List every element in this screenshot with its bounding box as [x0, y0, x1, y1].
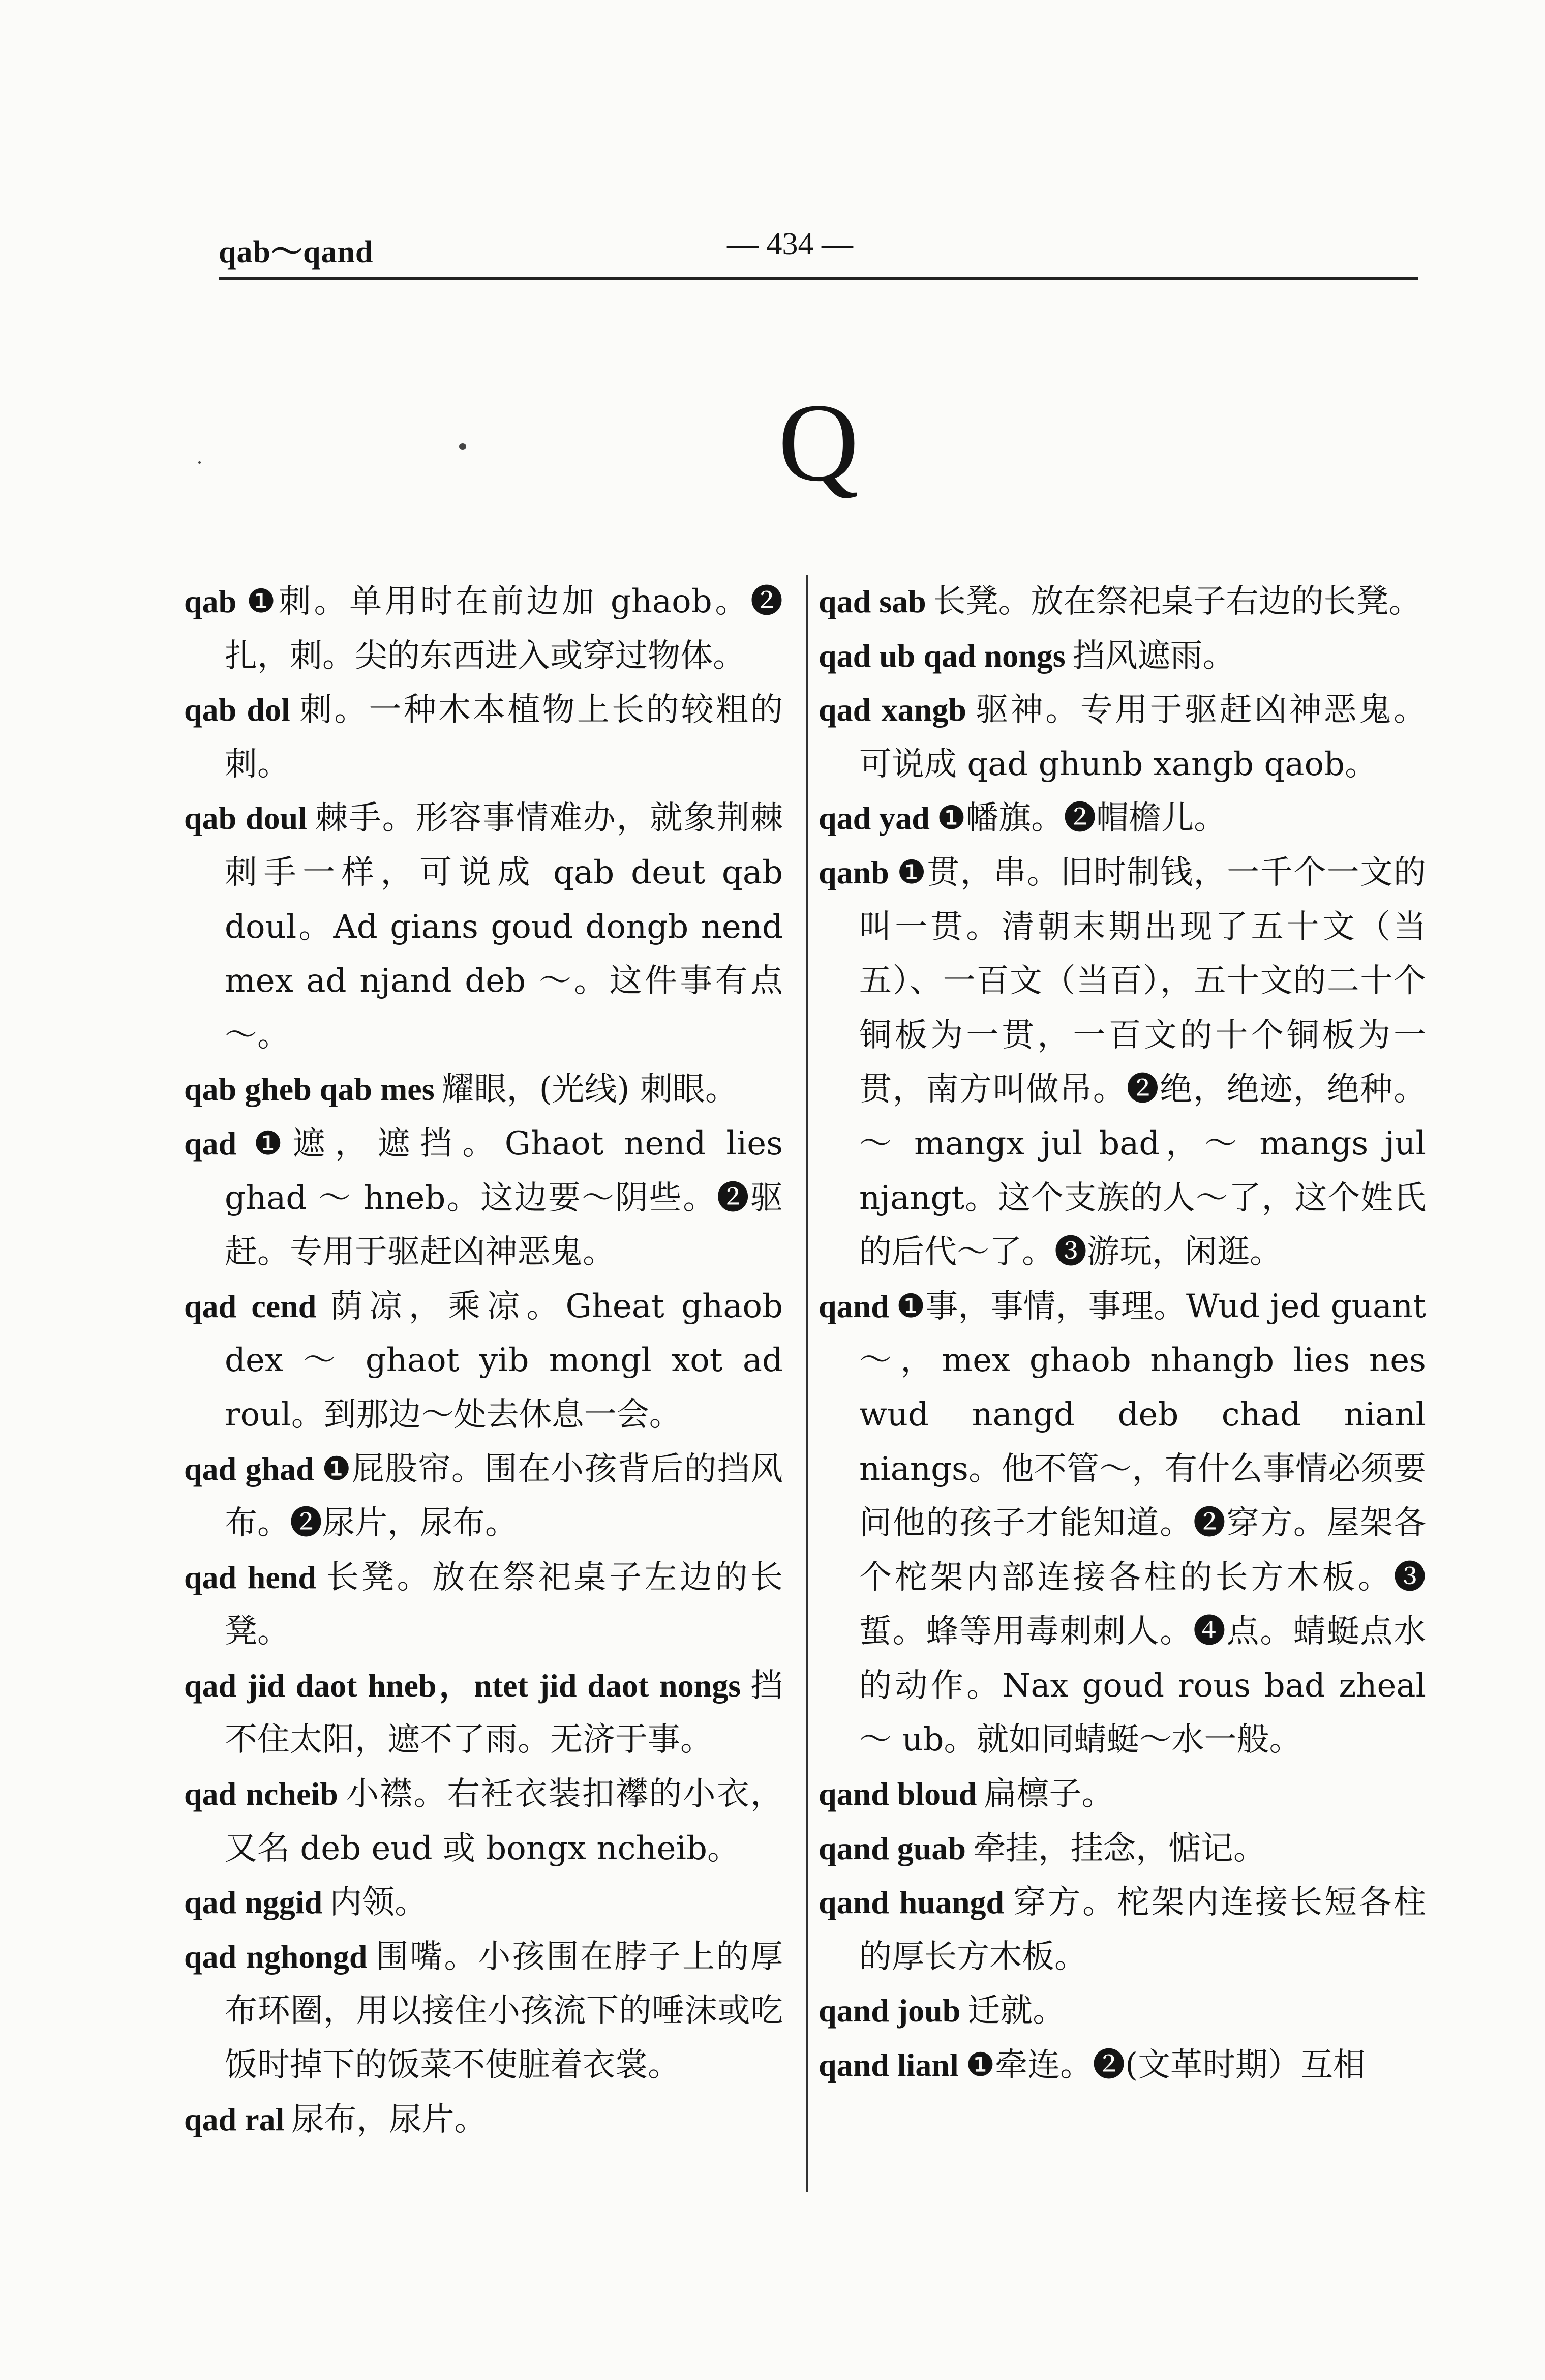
entry-definition: 长凳。放在祭祀桌子左边的长凳。 — [225, 1558, 783, 1651]
entry-definition: 围嘴。小孩围在脖子上的厚布环圈，用以接住小孩流下的唾沫或吃饭时掉下的饭菜不使脏着衣裳。 — [225, 1938, 783, 2085]
entry-headword: qad hend — [184, 1559, 316, 1595]
entry-definition: 尿布，尿片。 — [291, 2100, 487, 2138]
entry-headword: qad yad — [819, 800, 930, 837]
entry-headword: qand bloud — [819, 1776, 977, 1812]
dictionary-entry — [184, 575, 783, 683]
dictionary-entry — [184, 2093, 783, 2147]
entry-definition: ❶事，事情，事理。Wud jed guant ～，mex ghaob nhangb lies nes wud nangd deb chad nianl niangs。他不管～，有什么事情必须要问他的孩子才能知道。❷穿方。屋架各个柁架内部连接各柱的长方木板。❸蜇。蜂等用毒刺刺人。❹点。蜻蜓点水的动作。Nax goud rous bad zheal ～ ub。就如同蜻蜓～水一般。 — [859, 1287, 1426, 1759]
dictionary-entry — [184, 1062, 783, 1117]
entry-headword: qad jid daot hneb，ntet jid daot nongs — [184, 1667, 741, 1704]
entry-definition: ❶屁股帘。围在小孩背后的挡风布。❷尿片，尿布。 — [225, 1450, 783, 1542]
right-column — [819, 575, 1426, 2093]
entry-headword: qad ral — [184, 2101, 285, 2137]
entry-headword: qand huangd — [819, 1884, 1005, 1921]
dictionary-entry — [184, 683, 783, 791]
section-letter: Q — [778, 380, 859, 504]
header-entry-range: qab～qand — [219, 235, 374, 270]
entry-definition: 长凳。放在祭祀桌子右边的长凳。 — [933, 583, 1421, 620]
entry-headword: qab gheb qab mes — [184, 1071, 435, 1108]
entry-definition: 穿方。柁架内连接长短各柱的厚长方木板。 — [859, 1884, 1427, 1976]
dictionary-entry — [184, 1930, 783, 2093]
print-speck — [198, 461, 201, 464]
entry-definition: 挡不住太阳，遮不了雨。无济于事。 — [225, 1667, 783, 1759]
page-number: — 434 — — [727, 227, 853, 261]
entry-headword: qand lianl — [819, 2047, 959, 2084]
dictionary-entry — [184, 1876, 783, 1930]
entry-headword: qad nghongd — [184, 1938, 368, 1975]
entry-definition: 迁就。 — [967, 1992, 1066, 2030]
entry-definition: 小襟。右衽衣装扣襻的小衣，又名 deb eud 或 bongx ncheib。 — [225, 1775, 783, 1867]
entry-headword: qad ncheib — [184, 1776, 338, 1812]
entry-definition: 驱神。专用于驱赶凶神恶鬼。可说成 qad ghunb xangb qaob。 — [859, 691, 1427, 783]
dictionary-entry — [819, 575, 1426, 629]
dictionary-entry — [819, 629, 1426, 683]
entry-headword: qab — [184, 583, 237, 619]
dictionary-entry — [184, 791, 783, 1062]
dictionary-entry — [184, 1659, 783, 1767]
entry-headword: qad sab — [819, 583, 926, 619]
running-header — [219, 216, 1418, 280]
print-speck — [459, 443, 466, 450]
dictionary-entry — [819, 1280, 1426, 1767]
left-column — [184, 575, 783, 2147]
entry-headword: qad cend — [184, 1288, 317, 1324]
dictionary-entry — [819, 1876, 1426, 1984]
entry-headword: qand guab — [819, 1830, 966, 1866]
entry-definition: 刺。一种木本植物上长的较粗的刺。 — [225, 691, 783, 783]
entry-definition: ❶刺。单用时在前边加 ghaob。❷扎，刺。尖的东西进入或穿过物体。 — [225, 583, 783, 675]
dictionary-entry — [819, 1822, 1426, 1876]
entry-definition: 挡风遮雨。 — [1072, 637, 1235, 675]
entry-definition: 内领。 — [329, 1884, 428, 1922]
entry-definition: ❶贯，串。旧时制钱，一千个一文的叫一贯。清朝末期出现了五十文（当五）、一百文（当百），五十文的二十个铜板为一贯，一百文的十个铜板为一贯，南方叫做吊。❷绝，绝迹，绝种。～ mangx jul bad，～ mangs jul njangt。这个支族的人～了，这个姓氏的后代～了。❸游玩，闲逛。 — [859, 853, 1426, 1271]
entry-headword: qab doul — [184, 800, 308, 837]
entry-definition: ❶牵连。❷(文革时期）互相 — [965, 2046, 1366, 2085]
entry-definition: 扁檩子。 — [984, 1775, 1114, 1813]
dictionary-entry — [184, 1442, 783, 1551]
entry-definition: 牵挂，挂念，惦记。 — [973, 1829, 1266, 1867]
entry-definition: ❶幡旗。❷帽檐儿。 — [936, 799, 1227, 838]
entry-headword: qad nggid — [184, 1884, 323, 1921]
column-divider — [806, 575, 808, 2192]
dictionary-entry — [184, 1767, 783, 1876]
dictionary-entry — [819, 1767, 1426, 1822]
dictionary-entry — [819, 846, 1426, 1280]
entry-headword: qand joub — [819, 1992, 961, 2029]
dictionary-entry — [819, 2038, 1426, 2093]
entry-headword: qad xangb — [819, 692, 966, 728]
entry-headword: qanb — [819, 854, 889, 890]
dictionary-entry — [184, 1551, 783, 1659]
entry-headword: qand — [819, 1288, 889, 1324]
dictionary-entry — [184, 1117, 783, 1280]
dictionary-entry — [819, 1984, 1426, 2038]
entry-definition: 耀眼，(光线) 刺眼。 — [441, 1070, 738, 1109]
entry-headword: qad — [184, 1125, 237, 1162]
entry-definition: ❶遮，遮挡。Ghaot nend lies ghad ～ hneb。这边要～阴些。❷驱赶。专用于驱赶凶神恶鬼。 — [225, 1124, 783, 1271]
entry-definition: 荫凉，乘凉。Gheat ghaob dex ～ ghaot yib mongl xot ad roul。到那边～处去休息一会。 — [225, 1287, 783, 1434]
entry-headword: qad ub qad nongs — [819, 637, 1066, 674]
entry-headword: qab dol — [184, 692, 290, 728]
entry-definition: 棘手。形容事情难办，就象荆棘刺手一样，可说成 qab deut qab doul。Ad gians goud dongb nend mex ad njand deb ～。这件事有点～。 — [225, 799, 783, 1054]
dictionary-entry — [184, 1280, 783, 1442]
dictionary-entry — [819, 683, 1426, 791]
entry-headword: qad ghad — [184, 1450, 314, 1487]
dictionary-entry — [819, 791, 1426, 846]
